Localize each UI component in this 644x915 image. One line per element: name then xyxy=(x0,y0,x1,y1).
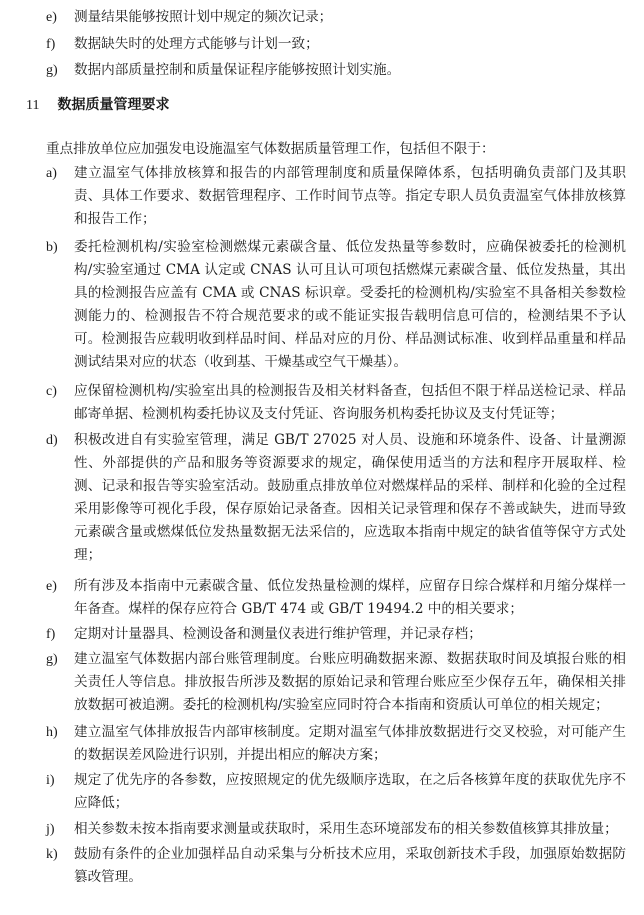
list-item-text: 定期对计量器具、检测设备和测量仪表进行维护管理，并记录存档； xyxy=(74,626,482,642)
list-item-label: h) xyxy=(46,725,58,740)
list-item-text: 建立温室气体排放报告内部审核制度。定期对温室气体排放数据进行交叉校验，对可能产生的数据误差风险进行识别，并提出相应的解决方案； xyxy=(74,724,626,763)
list-item-text: 积极改进自有实验室管理，满足 GB/T 27025 对人员、设施和环境条件、设备、计量溯源性、外部提供的产品和服务等资源要求的规定，确保使用适当的方法和程序开展取样、检测、记录和报告等实验室活动。鼓励重点排放单位对燃煤样品的采样、制样和化验的全过程采用影像等可视化手段，保存原始记录备查。因相关记录管理和保存不善或缺失，进而导致元素碳含量或燃煤低位发热量数据无法采信的，应选取本指南中规定的缺省值等保守方式处理； xyxy=(74,432,626,563)
list-item-label: e) xyxy=(46,10,57,25)
list-item-label: j) xyxy=(46,822,55,837)
list-item xyxy=(46,648,626,717)
list-item-label: f) xyxy=(46,37,56,52)
list-item-text: 数据内部质量控制和质量保证程序能够按照计划实施。 xyxy=(74,62,401,78)
section-number: 11 xyxy=(26,98,40,113)
list-item xyxy=(46,818,626,841)
list-item-text: 所有涉及本指南中元素碳含量、低位发热量检测的煤样，应留存日综合煤样和月缩分煤样一年备查。煤样的保存应符合 GB/T 474 或 GB/T 19494.2 中的相关要求； xyxy=(74,578,626,617)
list-item-text: 测量结果能够按照计划中规定的频次记录； xyxy=(74,9,333,25)
list-item xyxy=(46,843,626,889)
list-item xyxy=(46,380,626,426)
list-item xyxy=(46,623,626,646)
list-item-text: 相关参数未按本指南要求测量或获取时，采用生态环境部发布的相关参数值核算其排放量； xyxy=(74,821,618,837)
section-heading xyxy=(26,94,169,117)
list-item-label: g) xyxy=(46,63,58,78)
list-item xyxy=(46,721,626,767)
list-item-label: i) xyxy=(46,773,55,788)
list-item-label: d) xyxy=(46,433,58,448)
list-item-label: a) xyxy=(46,166,57,181)
list-item xyxy=(46,6,626,29)
list-item-text: 数据缺失时的处理方式能够与计划一致； xyxy=(74,36,319,52)
list-item-label: f) xyxy=(46,627,56,642)
list-item xyxy=(46,429,626,567)
list-item-text: 规定了优先序的各参数，应按照规定的优先级顺序选取，在之后各核算年度的获取优先序不应降低； xyxy=(74,772,626,811)
list-item xyxy=(46,236,626,374)
list-item-label: k) xyxy=(46,847,58,862)
list-item-text: 鼓励有条件的企业加强样品自动采集与分析技术应用，采取创新技术手段，加强原始数据防篡改管理。 xyxy=(74,846,626,885)
list-item-label: e) xyxy=(46,579,57,594)
list-item xyxy=(46,575,626,621)
list-item-text: 委托检测机构/实验室检测燃煤元素碳含量、低位发热量等参数时，应确保被委托的检测机构/实验室通过 CMA 认定或 CNAS 认可且认可项包括燃煤元素碳含量、低位发热量，其出具的检测报告应盖有 CMA 或 CNAS 标识章。受委托的检测机构/实验室不具备相关参数检测能力的、检测报告不符合规范要求的或不能证实报告载明信息可信的，检测结果不予认可。检测报告应载明收到样品时间、样品对应的月份、样品测试标准、收到样品重量和样品测试结果对应的状态（收到基、干燥基或空气干燥基）。 xyxy=(74,239,626,370)
list-item xyxy=(46,769,626,815)
list-item xyxy=(46,162,626,231)
list-item xyxy=(46,59,626,82)
list-item-label: c) xyxy=(46,384,57,399)
list-item-label: g) xyxy=(46,652,58,667)
list-item-text: 建立温室气体数据内部台账管理制度。台账应明确数据来源、数据获取时间及填报台账的相关责任人等信息。排放报告所涉及数据的原始记录和管理台账应至少保存五年，确保相关排放数据可被追溯。委托的检测机构/实验室应同时符合本指南和资质认可单位的相关规定； xyxy=(74,651,626,713)
list-item-text: 应保留检测机构/实验室出具的检测报告及相关材料备查，包括但不限于样品送检记录、样品邮寄单据、检测机构委托协议及支付凭证、咨询服务机构委托协议及支付凭证等； xyxy=(74,383,626,422)
list-item xyxy=(46,33,626,56)
list-item-label: b) xyxy=(46,240,58,255)
list-item-text: 建立温室气体排放核算和报告的内部管理制度和质量保障体系，包括明确负责部门及其职责、具体工作要求、数据管理程序、工作时间节点等。指定专职人员负责温室气体排放核算和报告工作； xyxy=(74,165,626,227)
section-title: 数据质量管理要求 xyxy=(57,97,170,113)
intro-paragraph: 重点排放单位应加强发电设施温室气体数据质量管理工作，包括但不限于： xyxy=(46,141,495,157)
